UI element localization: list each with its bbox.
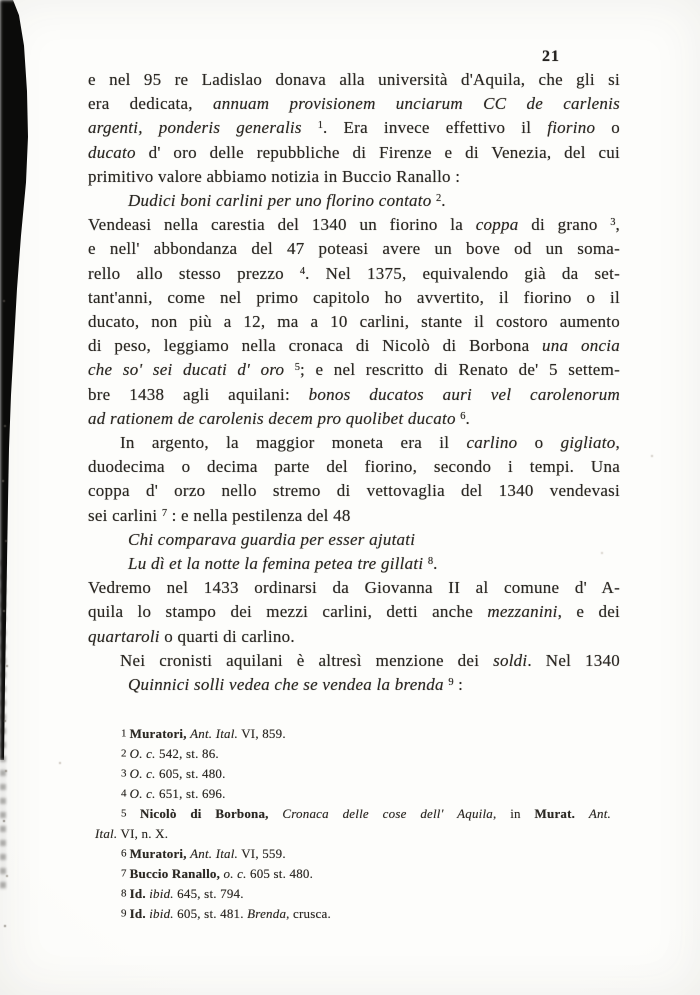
text-segment: bre 1438 agli aquilani: xyxy=(88,384,309,404)
text-line xyxy=(88,528,620,552)
text-segment: 645, st. 794. xyxy=(173,886,244,902)
text-segment: annuam provisionem unciarum CC de carlenis xyxy=(213,94,620,114)
text-segment: duodecima o decima parte del fiorino, secondo i tempi. Una xyxy=(88,457,620,477)
text-segment: bonos ducatos auri vel carolenorum xyxy=(308,384,620,404)
text-segment: e nell' abbondanza del 47 poteasi avere un bove od un soma- xyxy=(88,239,620,259)
text-segment: Vendeasi nella carestia del 1340 un fiorino la xyxy=(88,215,476,235)
text-line xyxy=(88,431,620,455)
text-line xyxy=(88,68,620,92)
text-line xyxy=(88,407,620,431)
text-line xyxy=(88,92,620,116)
footnote-number: 9 xyxy=(121,907,130,920)
text-segment: Nei cronisti aquilani è altresì menzione dei xyxy=(120,650,494,670)
text-segment: . Nel 1340 xyxy=(527,650,620,670)
footnote-line xyxy=(95,724,611,744)
text-segment: Muratori, xyxy=(129,846,191,862)
page-number: 21 xyxy=(542,48,560,65)
text-line xyxy=(88,165,620,189)
text-segment: di peso, leggiamo nella cronaca di Nicolò di Borbona xyxy=(88,336,543,356)
text-segment: 605 st. 480. xyxy=(246,866,314,882)
text-segment: o. c. xyxy=(223,866,247,882)
text-segment: O. c. xyxy=(129,746,156,762)
text-segment: ; e nel rescritto di Renato de' 5 settem- xyxy=(300,360,620,380)
text-segment: fiorino xyxy=(547,118,596,138)
text-segment: ibid. xyxy=(149,906,174,922)
text-segment: che so' sei ducati d' oro xyxy=(88,360,295,380)
text-segment: d' oro delle repubbliche di Firenze e di Venezia, del cui xyxy=(135,142,620,162)
text-line xyxy=(88,237,620,261)
text-line xyxy=(88,552,620,576)
body-text xyxy=(88,68,620,697)
footnote-line xyxy=(95,844,611,864)
text-segment: Ital. xyxy=(95,826,118,842)
text-line xyxy=(88,383,620,407)
text-segment: ducato xyxy=(88,142,136,162)
text-line xyxy=(88,310,620,334)
footnote-ref: 8 xyxy=(427,556,434,568)
text-segment: soldi xyxy=(493,650,528,670)
text-segment: , e dei xyxy=(557,602,620,622)
text-segment: 605, st. 480. xyxy=(155,766,226,782)
footnote-number: 6 xyxy=(121,847,130,860)
text-line xyxy=(88,625,620,649)
text-segment: 651, st. 696. xyxy=(155,786,226,802)
text-segment: ibid. xyxy=(149,886,174,902)
text-segment: quartaroli xyxy=(88,626,160,646)
text-segment: : xyxy=(453,675,464,695)
text-segment: , crusca. xyxy=(286,906,331,922)
text-segment: quila lo stampo dei mezzi carlini, detti anche xyxy=(88,602,488,622)
text-segment: argenti, ponderis generalis xyxy=(88,118,318,138)
text-segment: e nel 95 re Ladislao donava alla università d'Aquila, che gli si xyxy=(88,70,620,89)
text-segment: Quinnici solli vedea che se vendea la brenda xyxy=(128,675,449,695)
text-segment: Nicolò di Borbona, xyxy=(139,806,283,822)
footnote-ref: 5 xyxy=(294,362,301,374)
footnote-ref: 2 xyxy=(436,193,442,205)
footnote-ref: 4 xyxy=(299,265,306,277)
text-line xyxy=(88,262,620,286)
text-segment: : e nella pestilenza del 48 xyxy=(167,505,351,525)
text-segment: gigliato xyxy=(560,433,616,453)
footnote-line xyxy=(95,824,611,844)
scan-speckles xyxy=(3,300,5,302)
text-segment: VI, n. X. xyxy=(117,826,169,842)
footnote-number: 4 xyxy=(121,787,130,800)
footnote-number: 3 xyxy=(121,767,130,780)
text-segment: O. c. xyxy=(129,786,156,802)
text-segment: . xyxy=(465,408,470,428)
text-segment: 542, st. 86. xyxy=(155,746,219,762)
text-line xyxy=(88,504,620,528)
text-segment: Murat. xyxy=(534,806,589,822)
text-segment: di grano xyxy=(518,215,611,235)
text-segment: era dedicata, xyxy=(88,94,213,114)
footnote-line xyxy=(95,864,611,884)
text-segment: 605, st. 481. xyxy=(173,906,248,922)
text-segment: primitivo valore abbiamo notizia in Buccio Ranallo : xyxy=(88,166,461,186)
text-segment: Id. xyxy=(129,886,150,902)
text-segment: ducato, non più a 12, ma a 10 carlini, stante il costoro aumento xyxy=(88,312,620,332)
text-segment: Lu dì et la notte la femina petea tre gillati xyxy=(128,554,428,574)
text-segment: o xyxy=(595,118,621,138)
text-segment: In argento, la maggior moneta era il xyxy=(120,433,467,453)
text-segment: Chi comparava guardia per esser ajutati xyxy=(128,529,416,549)
text-line xyxy=(88,334,620,358)
footnote-number: 8 xyxy=(121,887,130,900)
text-segment: O. c. xyxy=(129,766,156,782)
text-line xyxy=(88,286,620,310)
text-segment: Ant. Ital. xyxy=(190,846,238,862)
footnote-ref: 9 xyxy=(448,677,454,689)
footnote-line xyxy=(95,764,611,784)
text-segment: o xyxy=(517,433,561,453)
text-segment: Dudici boni carlini per uno florino contato xyxy=(128,191,437,211)
text-segment: coppa d' orzo nello stremo di vettovaglia del 1340 vendevasi xyxy=(88,481,620,501)
text-segment: o quarti di carlino. xyxy=(159,626,295,646)
text-segment: Brenda xyxy=(247,906,287,922)
footnote-line xyxy=(95,884,611,904)
text-segment: una oncia xyxy=(542,336,620,356)
scan-gutter-shadow-fade xyxy=(0,560,6,890)
text-segment: mezzanini xyxy=(487,602,558,622)
text-segment: . Nel 1375, equivalendo già da set- xyxy=(305,263,620,283)
text-segment: Cronaca delle cose dell' Aquila xyxy=(282,806,494,822)
footnote-ref: 7 xyxy=(161,507,168,519)
text-segment: . xyxy=(433,554,438,574)
footnote-number: 7 xyxy=(121,867,130,880)
text-segment: . Era invece effettivo il xyxy=(323,118,548,138)
text-line xyxy=(88,673,620,697)
text-segment: rello allo stesso prezzo xyxy=(88,263,300,283)
footnote-number: 2 xyxy=(121,747,130,760)
text-segment: Muratori, xyxy=(129,726,191,741)
footnote-line xyxy=(95,804,611,824)
footnote-ref: 1 xyxy=(317,120,324,132)
text-segment: , xyxy=(615,215,620,235)
footnotes xyxy=(95,724,611,924)
text-line xyxy=(88,649,620,673)
footnote-number: 5 xyxy=(121,807,140,820)
text-segment: , xyxy=(615,433,620,453)
text-segment: Id. xyxy=(129,906,150,922)
text-segment: VI, 559. xyxy=(238,846,286,862)
footnote-line xyxy=(95,784,611,804)
text-segment: Ant. xyxy=(588,806,611,822)
text-segment: Ant. Ital. xyxy=(190,726,238,741)
text-line xyxy=(88,116,620,140)
text-segment: coppa xyxy=(475,215,519,235)
text-line xyxy=(88,358,620,382)
text-segment: Vedremo nel 1433 ordinarsi da Giovanna II al comune d' A- xyxy=(88,578,620,598)
text-segment: sei carlini xyxy=(88,505,162,525)
footnote-ref: 3 xyxy=(610,217,616,229)
text-segment: carlino xyxy=(466,433,518,453)
footnote-line xyxy=(95,744,611,764)
text-line xyxy=(88,455,620,479)
text-segment: . xyxy=(441,191,446,211)
text-line xyxy=(88,213,620,237)
text-line xyxy=(88,576,620,600)
text-segment: , in xyxy=(493,806,535,822)
footnote-ref: 6 xyxy=(460,410,466,422)
text-line xyxy=(88,479,620,503)
text-line xyxy=(88,189,620,213)
text-segment: ad rationem de carolenis decem pro quolibet ducato xyxy=(88,408,461,428)
footnote-line xyxy=(95,904,611,924)
footnote-number: 1 xyxy=(121,727,130,740)
text-segment: VI, 859. xyxy=(238,726,286,741)
text-segment: tant'anni, come nel primo capitolo ho avvertito, il fiorino o il xyxy=(88,287,620,307)
text-line xyxy=(88,600,620,624)
text-line xyxy=(88,141,620,165)
text-segment: Buccio Ranallo, xyxy=(129,866,224,882)
